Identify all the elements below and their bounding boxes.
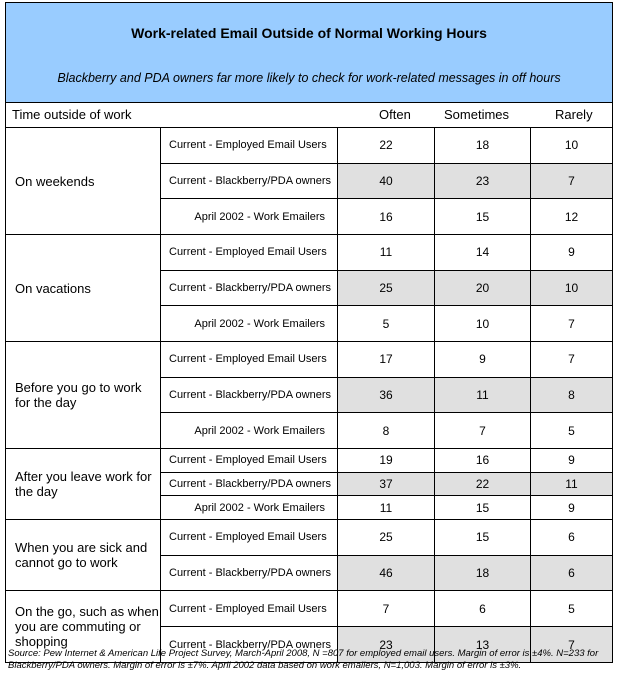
row-label: Current - Blackberry/PDA owners	[161, 556, 338, 591]
cell-often: 11	[338, 496, 435, 519]
table-row	[161, 164, 612, 200]
cell-rarely: 6	[531, 556, 612, 591]
cell-sometimes: 10	[435, 306, 531, 341]
cell-sometimes: 23	[435, 164, 531, 199]
cell-rarely: 7	[531, 627, 612, 662]
column-header-often: Often	[379, 107, 411, 122]
column-headers	[6, 103, 612, 128]
group-rows	[161, 128, 612, 234]
column-header-time: Time outside of work	[12, 107, 132, 122]
cell-often: 19	[338, 449, 435, 472]
cell-rarely: 7	[531, 164, 612, 199]
table-title: Work-related Email Outside of Normal Working Hours	[131, 25, 487, 41]
row-group	[6, 235, 612, 342]
table-row	[161, 520, 612, 556]
group-label: After you leave work for the day	[6, 449, 161, 519]
cell-often: 25	[338, 520, 435, 555]
table-row	[161, 271, 612, 307]
row-label: Current - Employed Email Users	[161, 235, 338, 270]
table-row	[161, 413, 612, 448]
group-label: On weekends	[6, 128, 161, 234]
group-rows	[161, 449, 612, 519]
group-label: When you are sick and cannot go to work	[6, 520, 161, 590]
row-label: Current - Blackberry/PDA owners	[161, 164, 338, 199]
table-row	[161, 378, 612, 414]
table-row	[161, 306, 612, 341]
table-body	[6, 128, 612, 662]
cell-sometimes: 7	[435, 413, 531, 448]
cell-rarely: 9	[568, 453, 575, 468]
source-note: Source: Pew Internet & American Life Project Survey, March-April 2008, N =807 for employed email users. Margin of error is ±4%. N=233 for Blackberry/PDA owners. Margin of error is ±7%. April 2002 data based on work emailers, N=1,003. Margin of error is ±3%.	[8, 648, 599, 671]
group-label: On vacations	[6, 235, 161, 341]
cell-rarely: 10	[531, 271, 612, 306]
column-header-rarely: Rarely	[555, 107, 593, 122]
table-row	[161, 556, 612, 591]
table-row	[161, 128, 612, 164]
cell-sometimes: 20	[435, 271, 531, 306]
row-label: Current - Employed Email Users	[161, 520, 338, 555]
cell-rarely: 7	[568, 316, 575, 331]
table-row	[161, 342, 612, 378]
cell-rarely: 7	[568, 352, 575, 367]
cell-sometimes: 18	[435, 556, 531, 591]
cell-often: 40	[338, 164, 435, 199]
cell-sometimes: 13	[435, 627, 531, 662]
row-label: Current - Blackberry/PDA owners	[161, 473, 338, 496]
cell-rarely: 5	[568, 423, 575, 438]
row-label: Current - Employed Email Users	[161, 342, 338, 377]
cell-often: 5	[338, 306, 435, 341]
row-label: Current - Blackberry/PDA owners	[161, 378, 338, 413]
cell-often: 8	[338, 413, 435, 448]
cell-rarely: 9	[568, 500, 575, 515]
cell-often: 22	[338, 128, 435, 163]
table-row	[161, 235, 612, 271]
row-label: April 2002 - Work Emailers	[161, 199, 338, 234]
cell-often: 46	[338, 556, 435, 591]
row-label: April 2002 - Work Emailers	[161, 306, 338, 341]
cell-rarely: 8	[531, 378, 612, 413]
row-group	[6, 449, 612, 520]
cell-rarely: 12	[564, 209, 579, 224]
cell-sometimes: 6	[435, 591, 531, 626]
cell-often: 17	[338, 342, 435, 377]
row-label: April 2002 - Work Emailers	[161, 496, 338, 519]
cell-sometimes: 22	[435, 473, 531, 496]
table-row	[161, 591, 612, 627]
cell-sometimes: 15	[435, 199, 531, 234]
row-group	[6, 342, 612, 449]
cell-rarely: 9	[568, 245, 575, 260]
table-header	[6, 3, 612, 103]
group-rows	[161, 520, 612, 590]
row-group	[6, 128, 612, 235]
cell-rarely: 11	[531, 473, 612, 496]
cell-rarely: 5	[568, 601, 575, 616]
cell-sometimes: 18	[435, 128, 531, 163]
cell-often: 7	[338, 591, 435, 626]
row-label: Current - Blackberry/PDA owners	[161, 627, 338, 662]
table-subtitle: Blackberry and PDA owners far more likely to check for work-related messages in off hours	[57, 71, 561, 85]
table-row	[161, 199, 612, 234]
table-row	[161, 473, 612, 497]
cell-sometimes: 16	[435, 449, 531, 472]
cell-often: 36	[338, 378, 435, 413]
cell-often: 11	[338, 235, 435, 270]
group-rows	[161, 342, 612, 448]
cell-often: 16	[338, 199, 435, 234]
table-row	[161, 449, 612, 473]
row-label: Current - Blackberry/PDA owners	[161, 271, 338, 306]
table-row	[161, 496, 612, 519]
row-label: Current - Employed Email Users	[161, 128, 338, 163]
cell-rarely: 6	[568, 530, 575, 545]
cell-sometimes: 15	[435, 496, 531, 519]
cell-often: 37	[338, 473, 435, 496]
cell-sometimes: 11	[435, 378, 531, 413]
row-label: April 2002 - Work Emailers	[161, 413, 338, 448]
cell-sometimes: 9	[435, 342, 531, 377]
survey-table	[5, 2, 613, 663]
column-header-sometimes: Sometimes	[444, 107, 510, 122]
cell-sometimes: 14	[435, 235, 531, 270]
group-label: Before you go to work for the day	[6, 342, 161, 448]
cell-often: 23	[338, 627, 435, 662]
cell-often: 25	[338, 271, 435, 306]
group-label: On the go, such as when you are commuting or shopping	[6, 591, 161, 662]
row-label: Current - Employed Email Users	[161, 591, 338, 626]
row-group	[6, 520, 612, 591]
cell-sometimes: 15	[435, 520, 531, 555]
cell-rarely: 10	[564, 138, 579, 153]
group-rows	[161, 235, 612, 341]
row-label: Current - Employed Email Users	[161, 449, 338, 472]
